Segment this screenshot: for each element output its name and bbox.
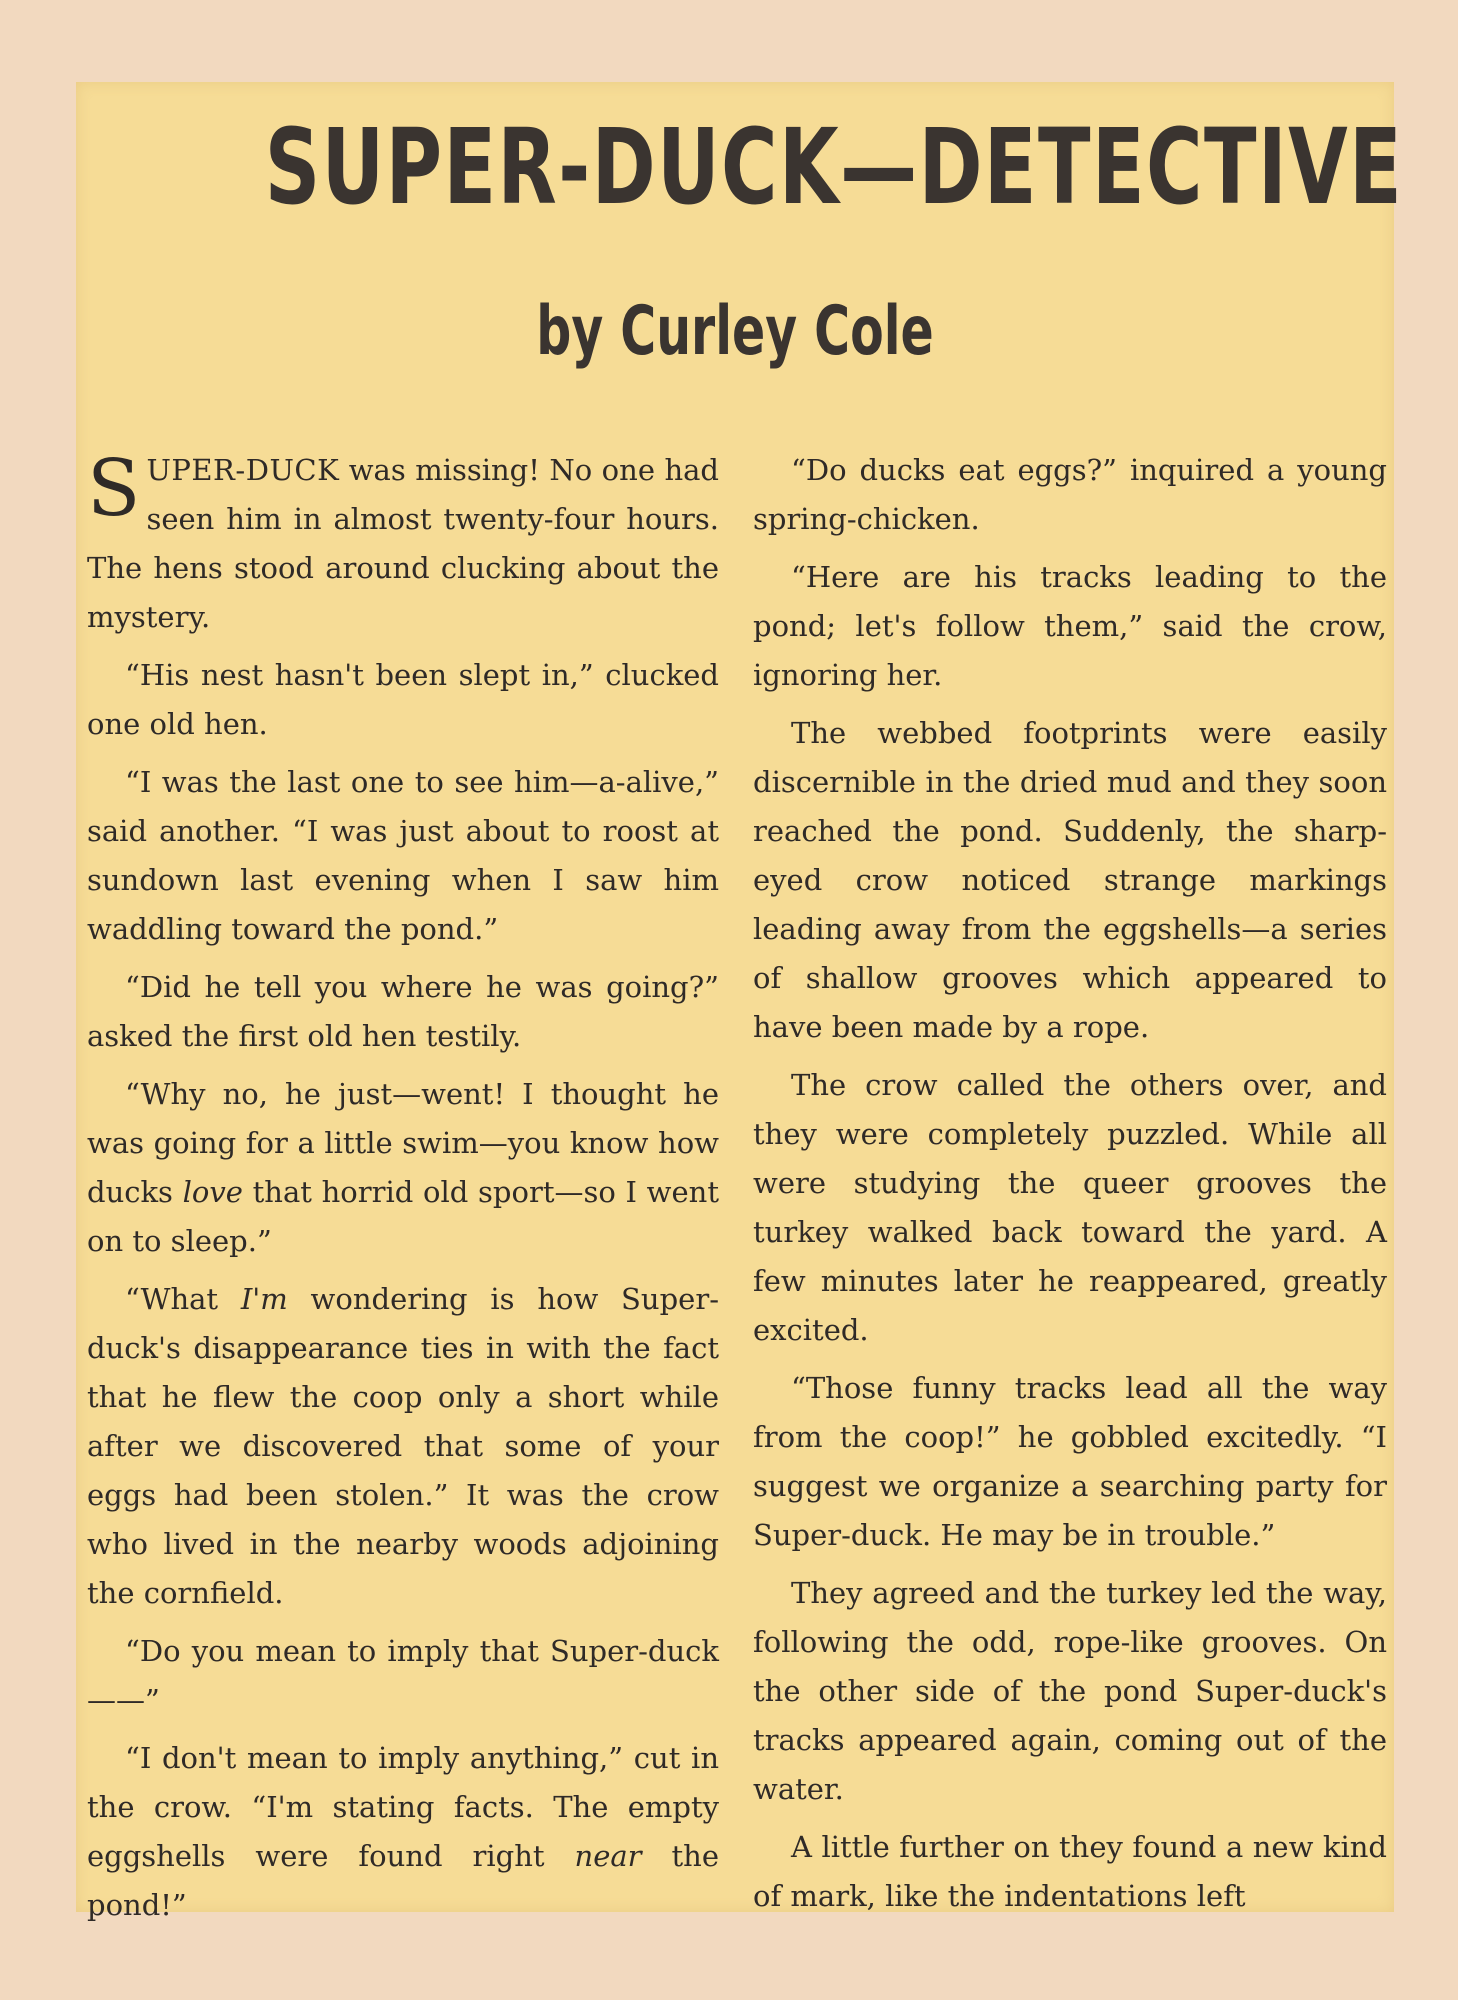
paragraph: They agreed and the turkey led the way, following the odd, rope-like grooves. On the other side of the pond Super-duck's tracks appeared again, coming out of the water.	[753, 1576, 1387, 1806]
paragraph: The webbed footprints were easily discernible in the dried mud and they soon reached the pond. Suddenly, the sharp-eyed crow noticed strange markings leading away from the eggshells—a series of shallow grooves which appeared to have been made by a rope.	[753, 716, 1387, 1044]
paragraph: “Did he tell you where he was going?” asked the first old hen testily.	[87, 970, 719, 1053]
paragraph-text: wondering is how Super-duck's disappearance ties in with the fact that he flew the coop only a short while after we discovered that some of your eggs had been stolen.” It was the crow who lived in the nearby woods adjoining the cornfield.	[87, 1282, 719, 1610]
paragraph-text: “What	[125, 1282, 241, 1316]
drop-cap: S	[87, 444, 141, 534]
paragraph: “Do you mean to imply that Super-duck——”	[87, 1634, 719, 1717]
paragraph-text: “Why no, he just—went! I thought he was going for a little swim—you know how ducks	[87, 1077, 719, 1209]
right-column	[753, 446, 1387, 1930]
emphasis: love	[182, 1175, 243, 1209]
emphasis: near	[574, 1839, 642, 1873]
paragraph-text: was missing! No one had seen him in almost twenty-four hours. The hens stood around clucking about the mystery.	[87, 453, 719, 634]
opening-smallcaps: UPER-DUCK	[146, 453, 340, 487]
paragraph-text: “I don't mean to imply anything,” cut in the crow. “I'm stating facts. The empty eggshells were found right	[87, 1741, 719, 1873]
paragraph-text: the pond!”	[87, 1839, 719, 1922]
paragraph: “Those funny tracks lead all the way from the coop!” he gobbled excitedly. “I suggest we organize a searching party for Super-duck. He may be in trouble.”	[753, 1371, 1387, 1552]
paragraph	[87, 1734, 719, 1930]
paragraph: “His nest hasn't been slept in,” clucked one old hen.	[87, 658, 719, 741]
paragraph: “Here are his tracks leading to the pond; let's follow them,” said the crow, ignoring her.	[753, 560, 1387, 692]
left-column	[87, 446, 719, 1939]
paragraph-text: that horrid old sport—so I went on to sleep.”	[87, 1175, 720, 1258]
article-byline: by Curley Cole	[536, 292, 934, 371]
paragraph: A little further on they found a new kind of mark, like the indentations left	[753, 1830, 1387, 1913]
paragraph: “Do ducks eat eggs?” inquired a young spring-chicken.	[753, 453, 1387, 536]
article-panel	[76, 82, 1404, 1922]
emphasis: I'm	[240, 1282, 288, 1316]
article-title: SUPER-DUCK—DETECTIVE	[264, 106, 1404, 228]
paragraph: The crow called the others over, and they were completely puzzled. While all were studying the queer grooves the turkey walked back toward the yard. A few minutes later he reappeared, greatly excited.	[753, 1068, 1387, 1347]
paragraph	[87, 1070, 719, 1266]
paragraph	[87, 446, 719, 642]
paragraph	[87, 1275, 719, 1618]
paragraph: “I was the last one to see him—a-alive,” said another. “I was just about to roost at sundown last evening when I saw him waddling toward the pond.”	[87, 765, 719, 946]
